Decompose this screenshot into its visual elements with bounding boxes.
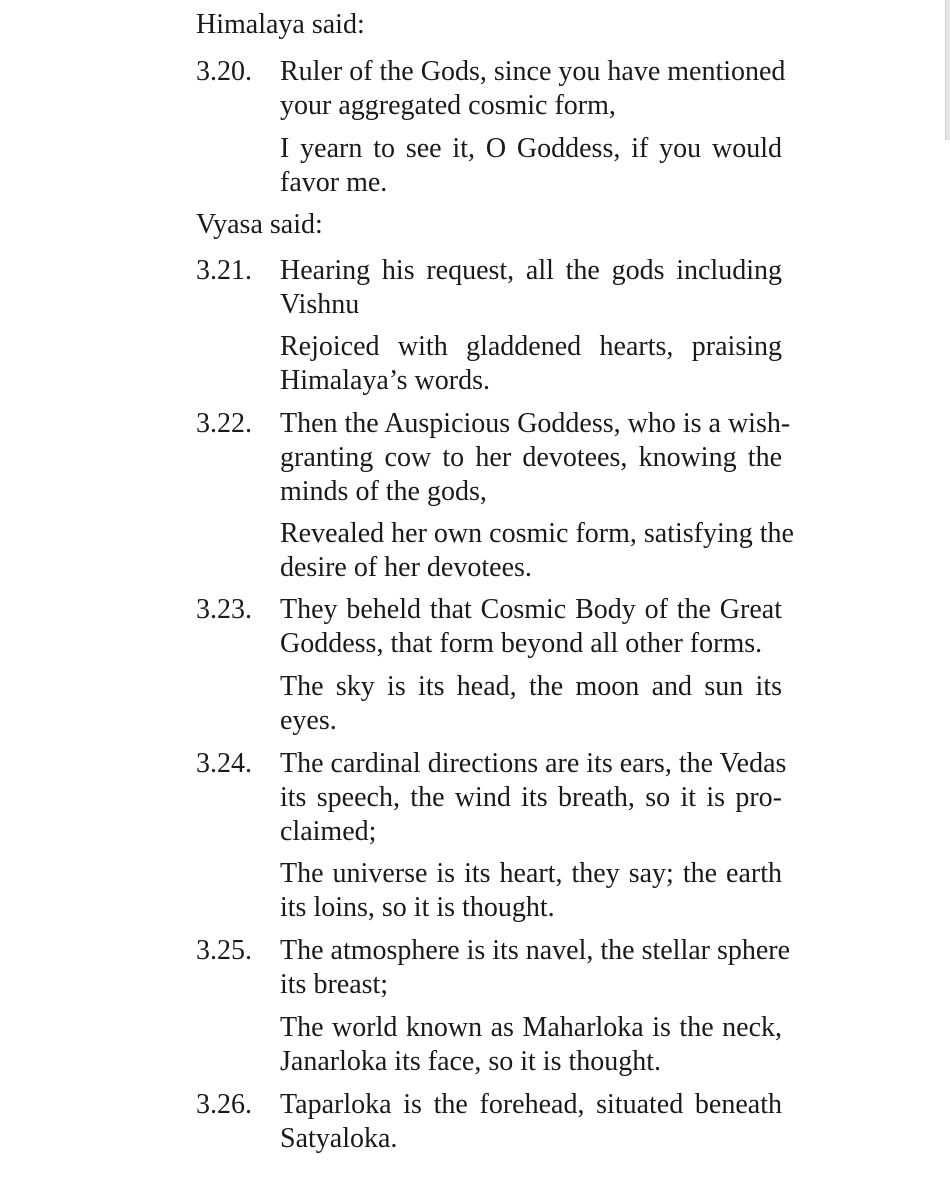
verse-line: Goddess, that form beyond all other forms. (280, 628, 763, 659)
verse-line: minds of the gods, (280, 476, 487, 507)
verse-line: its breast; (280, 969, 389, 1000)
verse-line: favor me. (280, 167, 388, 198)
verse-paragraph (280, 1011, 782, 1079)
verse-paragraph (280, 517, 794, 585)
verse-number: 3.22. (196, 408, 252, 439)
verse-line: Janarloka its face, so it is thought. (280, 1046, 662, 1077)
verse-paragraph (280, 747, 787, 849)
speaker-himalaya: Himalaya said: (196, 9, 365, 40)
verse-line: The sky is its head, the moon and sun its (280, 671, 782, 702)
verse-paragraph (280, 670, 782, 738)
verse-line: Ruler of the Gods, since you have mentioned (280, 56, 786, 87)
verse-line: eyes. (280, 705, 337, 736)
verse-line: Satyaloka. (280, 1123, 398, 1154)
verse-paragraph (280, 330, 782, 398)
verse-paragraph (280, 593, 782, 661)
verse-paragraph (280, 407, 791, 509)
speaker-vyasa: Vyasa said: (196, 209, 323, 240)
verse-line: your aggregated cosmic form, (280, 90, 616, 121)
verse-paragraph (280, 132, 782, 200)
verse-line: granting cow to her devotees, knowing the (280, 442, 782, 473)
verse-number: 3.21. (196, 255, 252, 286)
verse-line: The universe is its heart, they say; the earth (280, 858, 782, 889)
verse-number: 3.23. (196, 594, 252, 625)
verse-line: Vishnu (280, 289, 360, 320)
verse-number: 3.20. (196, 56, 252, 87)
verse-number: 3.26. (196, 1089, 252, 1120)
verse-line: Taparloka is the forehead, situated beneath (280, 1089, 782, 1120)
scrollbar-thumb[interactable] (945, 0, 950, 140)
verse-line: I yearn to see it, O Goddess, if you would (280, 133, 782, 164)
verse-line: The atmosphere is its navel, the stellar sphere (280, 935, 791, 966)
verse-number: 3.24. (196, 748, 252, 779)
verse-paragraph (280, 857, 782, 925)
verse-line: Himalaya’s words. (280, 365, 490, 396)
verse-number: 3.25. (196, 935, 252, 966)
verse-line: its speech, the wind its breath, so it is pro- (280, 782, 782, 813)
verse-paragraph (280, 254, 782, 322)
verse-line: The cardinal directions are its ears, the Vedas (280, 748, 787, 779)
verse-paragraph (280, 934, 791, 1002)
verse-line: Revealed her own cosmic form, satisfying the (280, 518, 794, 549)
verse-line: its loins, so it is thought. (280, 892, 555, 923)
verse-line: Rejoiced with gladdened hearts, praising (280, 331, 782, 362)
verse-line: desire of her devotees. (280, 552, 532, 583)
verse-line: Then the Auspicious Goddess, who is a wish- (280, 408, 791, 439)
verse-line: They beheld that Cosmic Body of the Great (280, 594, 782, 625)
scrollbar[interactable] (942, 0, 950, 1200)
verse-line: Hearing his request, all the gods including (280, 255, 782, 286)
verse-paragraph (280, 1088, 782, 1156)
verse-paragraph (280, 55, 786, 123)
verse-line: claimed; (280, 816, 377, 847)
verse-line: The world known as Maharloka is the neck, (280, 1012, 782, 1043)
